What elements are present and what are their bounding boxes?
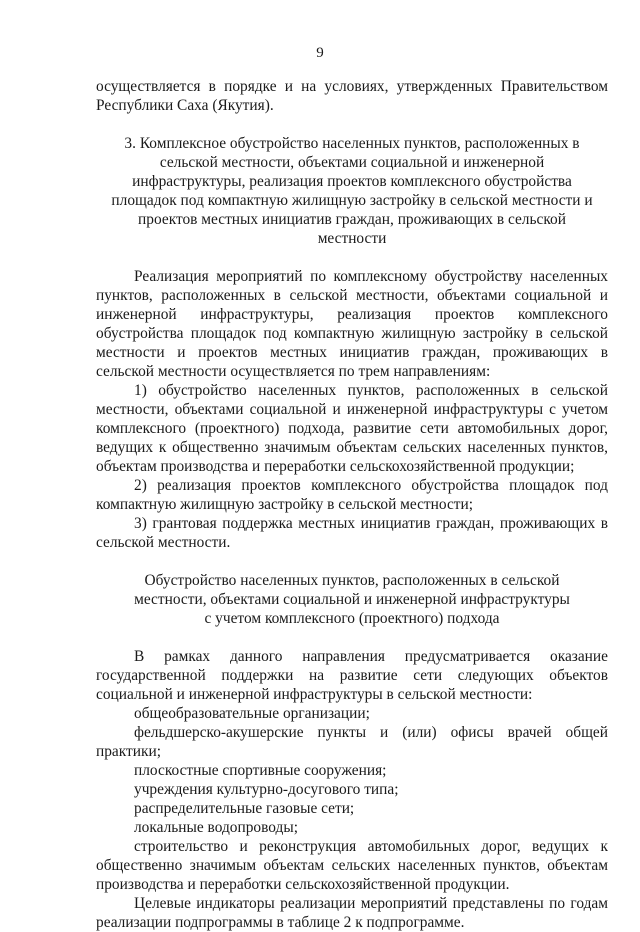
spacer — [96, 628, 608, 647]
subsection-intro-paragraph: В рамках данного направления предусматривается оказание государственной поддержки на развитие сети следующих объектов социальной и инженерной инфраструктуры в сельской местности: — [96, 648, 608, 703]
document-body — [96, 77, 608, 932]
object-item-5: распределительные газовые сети; — [134, 800, 355, 817]
page-number: 9 — [316, 45, 324, 61]
spacer — [96, 552, 608, 571]
object-item-6: локальные водопроводы; — [134, 819, 298, 836]
direction-item-3: 3) грантовая поддержка местных инициатив граждан, проживающих в сельской местности. — [96, 515, 608, 551]
object-item-4: учреждения культурно-досугового типа; — [134, 781, 399, 798]
section-heading: 3. Комплексное обустройство населенных пунктов, расположенных в сельской местности, объектами социальной и инженерной инфраструктуры, реализация проектов комплексного обустройства площадок под компактную жилищную застройку в сельской местности и проектов местных инициатив граждан, проживающих в сельской местности — [111, 135, 593, 247]
direction-item-1: 1) обустройство населенных пунктов, расположенных в сельской местности, объектами социальной и инженерной инфраструктуры с учетом комплексного (проектного) подхода, развитие сети автомобильных дорог, ведущих к общественно значимым объектам сельских населенных пунктов, объектам производства и переработки сельскохозяйственной продукции; — [96, 382, 608, 475]
section-intro-paragraph: Реализация мероприятий по комплексному обустройству населенных пунктов, расположенных в сельской местности, объектами социальной и инженерной инфраструктуры, реализация проектов комплексного обустройства площадок под компактную жилищную застройку в сельской местности и проектов местных инициатив граждан, проживающих в сельской местности осуществляется по трем направлениям: — [96, 268, 608, 380]
direction-item-2: 2) реализация проектов комплексного обустройства площадок под компактную жилищную застройку в сельской местности; — [96, 477, 608, 513]
object-item-7: строительство и реконструкция автомобильных дорог, ведущих к общественно значимым объектам сельских населенных пунктов, объектам производства и переработки сельскохозяйственной продукции. — [96, 838, 608, 893]
object-item-1: общеобразовательные организации; — [134, 705, 370, 722]
spacer — [96, 248, 608, 267]
closing-paragraph: Целевые индикаторы реализации мероприятий представлены по годам реализации подпрограммы в таблице 2 к подпрограмме. — [96, 895, 608, 931]
subsection-heading: Обустройство населенных пунктов, расположенных в сельской местности, объектами социальной и инженерной инфраструктуры с учетом комплексного (проектного) подхода — [134, 572, 570, 627]
object-item-3: плоскостные спортивные сооружения; — [134, 762, 387, 779]
object-item-2: фельдшерско-акушерские пункты и (или) офисы врачей общей практики; — [96, 724, 608, 760]
spacer — [96, 115, 608, 134]
intro-paragraph: осуществляется в порядке и на условиях, утвержденных Правительством Республики Саха (Якутия). — [96, 78, 608, 114]
